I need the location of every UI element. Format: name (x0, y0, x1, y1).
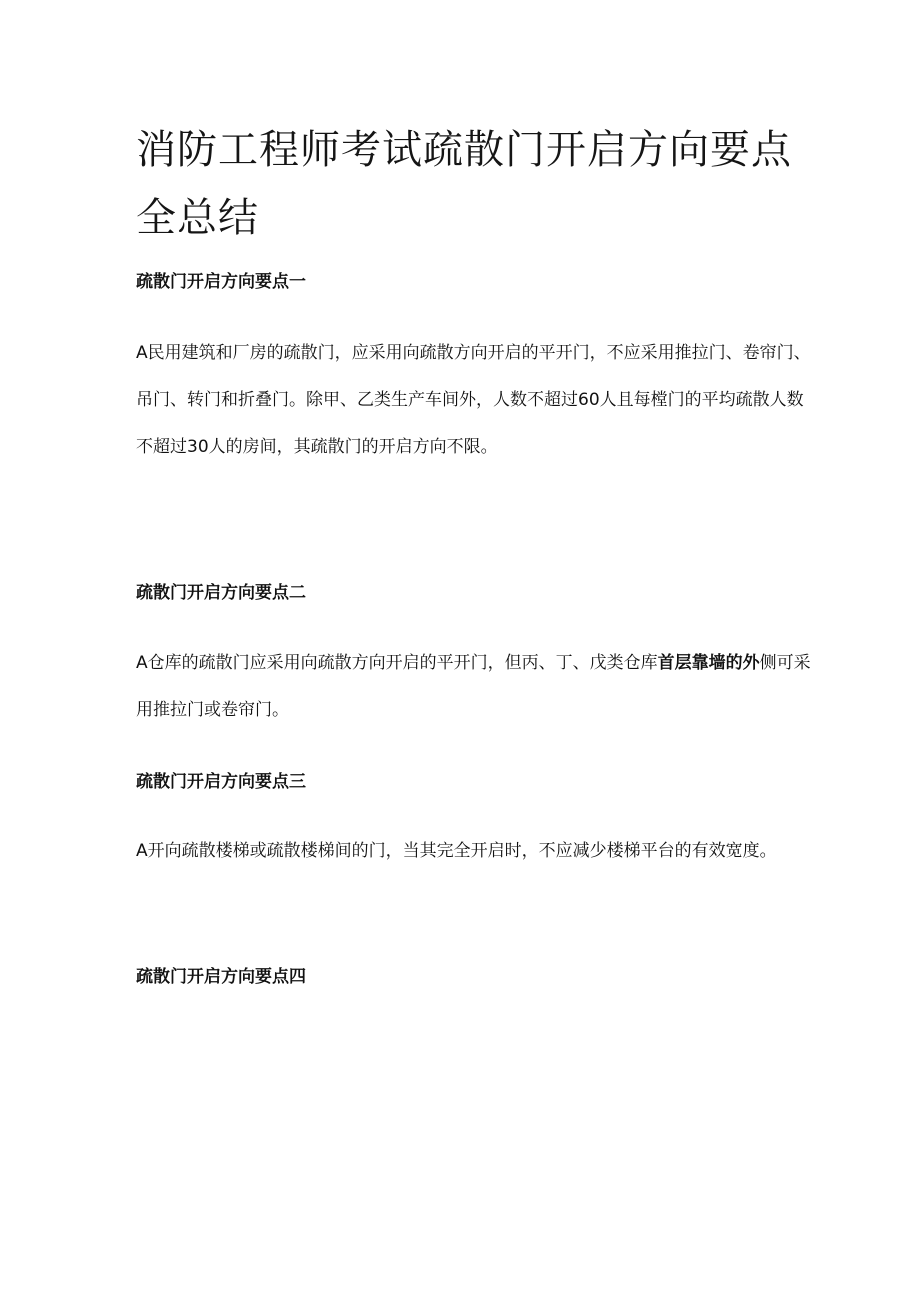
section-body-2-part-1: A仓库的疏散门应采用向疏散方向开启的平开门，但丙、丁、戊类仓库 (136, 653, 658, 673)
document-title: 消防工程师考试疏散门开启方向要点全总结 (136, 127, 792, 241)
section-body-1: A民用建筑和厂房的疏散门，应采用向疏散方向开启的平开门，不应采用推拉门、卷帘门、吊门、转门和折叠门。除甲、乙类生产车间外，人数不超过60人且每樘门的平均疏散人数不超过30人的房间，其疏散门的开启方向不限。 (136, 343, 811, 457)
section-body-2-part-2: 侧可采用推拉门或卷帘门。 (136, 653, 811, 720)
section-heading-1: 疏散门开启方向要点一 (136, 272, 306, 292)
section-body-2 (136, 640, 816, 734)
section-body-3: A开向疏散楼梯或疏散楼梯间的门，当其完全开启时，不应减少楼梯平台的有效宽度。 (136, 841, 777, 861)
section-heading-4: 疏散门开启方向要点四 (136, 967, 306, 987)
section-body-2-bold: 首层靠墙的外 (657, 653, 760, 673)
section-heading-2: 疏散门开启方向要点二 (136, 583, 306, 603)
section-heading-3: 疏散门开启方向要点三 (136, 772, 306, 792)
